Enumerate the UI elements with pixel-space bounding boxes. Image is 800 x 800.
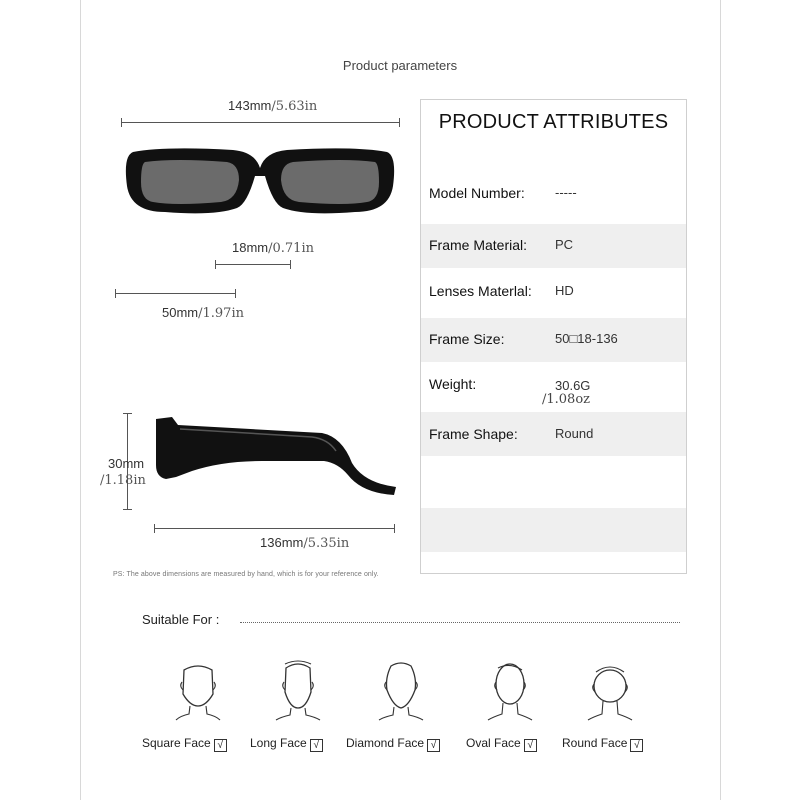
total-width-mm: 143mm <box>228 98 272 113</box>
diamond-face-icon <box>379 660 423 720</box>
attribute-value-alt: /1.08oz <box>542 392 591 407</box>
suitable-for-label: Suitable For : <box>142 612 220 627</box>
temple-length-label <box>260 535 349 551</box>
oval-face-icon <box>488 660 532 720</box>
attribute-value: 50​□18-136 <box>555 331 618 346</box>
lens-height-in-wrap <box>100 472 146 488</box>
temple-length-in: /5.35in <box>303 536 350 551</box>
temple-length-line <box>154 528 395 529</box>
attribute-label: Frame Size: <box>429 331 505 347</box>
total-width-in: /5.63in <box>271 99 318 114</box>
check-icon: √ <box>214 739 227 752</box>
face-caption-square <box>142 736 227 752</box>
total-width-line <box>121 122 400 123</box>
lens-width-mm: 50mm <box>162 305 199 320</box>
lens-width-line <box>115 293 236 294</box>
face-label: Oval Face <box>466 736 521 750</box>
lens-height-in: /1.18in <box>100 473 146 488</box>
attribute-value: PC <box>555 237 574 252</box>
bridge-label <box>232 240 314 256</box>
attribute-label: Lenses Materlal: <box>429 283 532 299</box>
long-face-icon <box>276 660 320 720</box>
face-caption-long <box>250 736 323 752</box>
attribute-row-shape <box>421 412 686 456</box>
square-face-icon <box>176 660 220 720</box>
bridge-mm: 18mm <box>232 240 269 255</box>
face-caption-oval <box>466 736 537 752</box>
lens-width-label <box>162 305 244 321</box>
suitable-for-divider <box>240 622 680 623</box>
round-face-icon <box>588 660 632 720</box>
right-border <box>720 0 721 800</box>
attribute-label: Frame Material: <box>429 237 528 253</box>
attribute-value: 30.6G <box>555 378 591 393</box>
face-label: Long Face <box>250 736 307 750</box>
attribute-label: Weight: <box>429 376 477 392</box>
page-title: Product parameters <box>342 58 458 73</box>
product-attributes-table <box>420 99 687 574</box>
bridge-line <box>215 264 291 265</box>
attribute-value: HD <box>555 283 574 298</box>
attribute-label: Model Number: <box>429 185 525 201</box>
check-icon: √ <box>630 739 643 752</box>
lens-width-in: /1.97in <box>198 306 244 321</box>
face-caption-round <box>562 736 643 752</box>
check-icon: √ <box>310 739 323 752</box>
attribute-row-empty <box>421 458 686 506</box>
attribute-value: ----- <box>555 185 577 200</box>
check-icon: √ <box>427 739 440 752</box>
total-width-label <box>228 98 317 114</box>
attribute-label: Frame Shape: <box>429 426 518 442</box>
face-label: Round Face <box>562 736 628 750</box>
temple-length-mm: 136mm <box>260 535 304 550</box>
attribute-row-material <box>421 224 686 268</box>
attribute-row-empty <box>421 508 686 552</box>
face-label: Square Face <box>142 736 211 750</box>
attribute-row-model <box>421 148 686 222</box>
attribute-value: Round <box>555 426 594 441</box>
attribute-row-weight <box>421 364 686 410</box>
bridge-in: /0.71in <box>268 241 314 256</box>
left-border <box>80 0 81 800</box>
lens-height-mm: 30mm <box>108 456 145 471</box>
attribute-row-frame-size <box>421 318 686 362</box>
attribute-row-lenses <box>421 270 686 316</box>
sunglasses-side-icon <box>152 415 402 500</box>
face-label: Diamond Face <box>346 736 425 750</box>
attributes-title: PRODUCT ATTRIBUTES <box>438 111 669 133</box>
face-caption-diamond <box>346 736 440 752</box>
check-icon: √ <box>524 739 537 752</box>
sunglasses-front-icon <box>125 146 395 216</box>
measurement-note: PS: The above dimensions are measured by hand, which is for your reference only. <box>113 571 379 578</box>
